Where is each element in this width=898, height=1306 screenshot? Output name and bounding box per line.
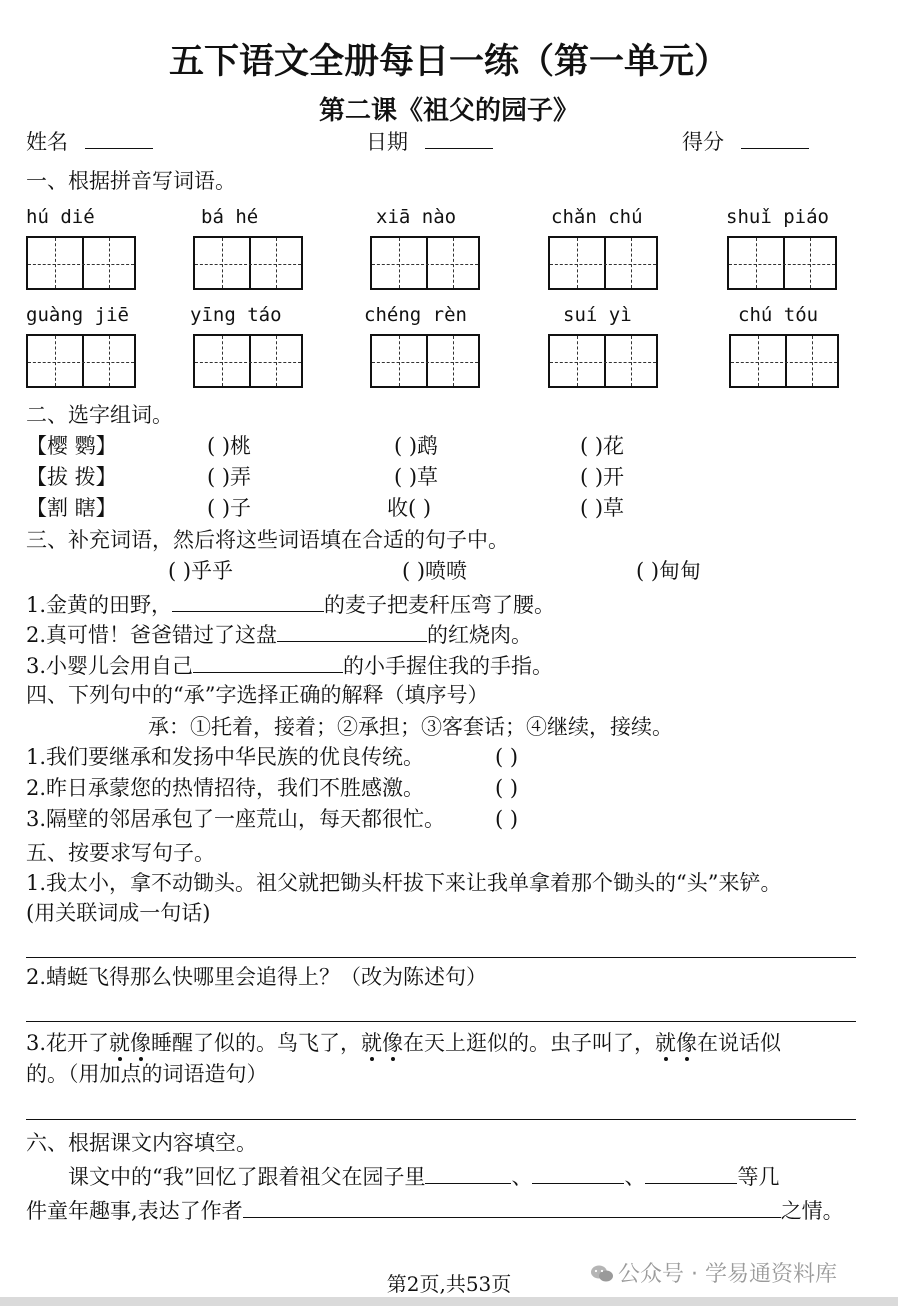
question-text: 的小手握住我的手指。 xyxy=(343,654,554,678)
question-text: 课文中的“我”回忆了跟着祖父在园子里 xyxy=(68,1165,426,1189)
question-text: 1.金黄的田野， xyxy=(26,593,173,617)
section3-heading: 三、补充词语，然后将这些词语填在合适的句子中。 xyxy=(26,528,509,552)
answer-blank[interactable] xyxy=(532,1165,624,1184)
answer-blank[interactable] xyxy=(172,593,324,612)
fill-word[interactable]: ( )草 xyxy=(394,465,439,489)
question-text: 2.真可惜！爸爸错过了这盘 xyxy=(26,623,278,647)
answer-paren[interactable]: ( ) xyxy=(495,776,519,800)
s5-question-1: 1.我太小，拿不动锄头。祖父就把锄头杆拔下来让我单拿着那个锄头的“头”来铲。 xyxy=(26,871,782,895)
s4-question-2: 2.昨日承蒙您的热情招待，我们不胜感激。 xyxy=(26,776,425,800)
fill-word[interactable]: ( )草 xyxy=(580,496,625,520)
s6-text-line1 xyxy=(68,1165,779,1188)
s5-question-2: 2.蜻蜓飞得那么快哪里会追得上？（改为陈述句） xyxy=(26,965,488,989)
s3-question-3 xyxy=(26,654,553,677)
separator: 、 xyxy=(624,1165,646,1189)
question-text: 在说话似 xyxy=(697,1031,782,1055)
question-text: 3.小婴儿会用自己 xyxy=(26,654,194,678)
section1-heading: 一、根据拼音写词语。 xyxy=(26,169,236,193)
separator: 、 xyxy=(511,1165,533,1189)
tianzige-box[interactable] xyxy=(26,236,136,290)
pinyin: guàng jiē xyxy=(26,304,129,326)
bottom-bar xyxy=(0,1297,898,1306)
fill-word[interactable]: ( )弄 xyxy=(207,465,252,489)
answer-line[interactable] xyxy=(26,957,856,958)
pinyin: yīng táo xyxy=(190,304,282,326)
fill-word[interactable]: 收( ) xyxy=(387,496,432,520)
pinyin: chéng rèn xyxy=(364,304,467,326)
fill-word[interactable]: ( )子 xyxy=(207,496,252,520)
section6-heading: 六、根据课文内容填空。 xyxy=(26,1131,257,1155)
score-label: 得分 xyxy=(682,130,724,154)
dotted-word: 就像 xyxy=(361,1031,404,1055)
pinyin: hú dié xyxy=(26,206,95,228)
char-pair: 【樱 鹦】 xyxy=(26,434,117,458)
section4-heading: 四、下列句中的“承”字选择正确的解释（填序号） xyxy=(26,683,489,707)
fill-word[interactable]: ( )开 xyxy=(580,465,625,489)
s4-question-1: 1.我们要继承和发扬中华民族的优良传统。 xyxy=(26,745,425,769)
answer-line[interactable] xyxy=(26,1021,856,1022)
s5-question-3-cont: 的。（用加点的词语造句） xyxy=(26,1062,268,1086)
question-text: 3.花开了 xyxy=(26,1031,110,1055)
fill-word[interactable]: ( )喷喷 xyxy=(402,559,468,583)
question-text: 件童年趣事,表达了作者 xyxy=(26,1199,243,1223)
name-label: 姓名 xyxy=(26,130,68,154)
char-pair: 【割 瞎】 xyxy=(26,496,117,520)
section2-heading: 二、选字组词。 xyxy=(26,403,173,427)
s5-question-3 xyxy=(26,1033,781,1054)
s6-text-line2 xyxy=(26,1199,844,1222)
tianzige-box[interactable] xyxy=(26,334,136,388)
question-text: 睡醒了似的。鸟飞了， xyxy=(151,1031,362,1055)
page-subtitle: 第二课《祖父的园子》 xyxy=(318,96,579,126)
answer-blank[interactable] xyxy=(277,623,427,642)
tianzige-box[interactable] xyxy=(548,236,658,290)
answer-blank[interactable] xyxy=(193,654,343,673)
question-text: 的麦子把麦秆压弯了腰。 xyxy=(324,593,556,617)
s5-requirement: (用关联词成一句话) xyxy=(26,901,211,925)
s4-question-3: 3.隔壁的邻居承包了一座荒山，每天都很忙。 xyxy=(26,807,446,831)
answer-paren[interactable]: ( ) xyxy=(495,807,519,831)
tianzige-box[interactable] xyxy=(729,334,839,388)
fill-word[interactable]: ( )乎乎 xyxy=(168,559,234,583)
tianzige-box[interactable] xyxy=(548,334,658,388)
pinyin: xiā nào xyxy=(376,206,457,228)
date-field[interactable] xyxy=(366,130,493,153)
section5-heading: 五、按要求写句子。 xyxy=(26,841,215,865)
dotted-word: 就像 xyxy=(109,1031,152,1055)
answer-line[interactable] xyxy=(26,1119,856,1120)
watermark-text: 公众号 · 学易通资料库 xyxy=(618,1262,837,1287)
tianzige-box[interactable] xyxy=(370,236,480,290)
page-number: 第2页,共53页 xyxy=(386,1272,512,1296)
pinyin: chǎn chú xyxy=(551,206,643,228)
answer-blank[interactable] xyxy=(243,1199,781,1218)
fill-word[interactable]: ( )桃 xyxy=(207,434,252,458)
fill-word[interactable]: ( )甸甸 xyxy=(636,559,702,583)
answer-blank[interactable] xyxy=(425,1165,511,1184)
tianzige-box[interactable] xyxy=(370,334,480,388)
char-pair: 【拔 拨】 xyxy=(26,465,117,489)
watermark xyxy=(590,1257,837,1288)
pinyin: chú tóu xyxy=(738,304,819,326)
pinyin: bá hé xyxy=(201,206,259,228)
pinyin: shuǐ piáo xyxy=(726,206,829,228)
tianzige-box[interactable] xyxy=(193,236,303,290)
name-field[interactable] xyxy=(26,130,153,153)
question-text: 的红烧肉。 xyxy=(427,623,533,647)
s3-question-1 xyxy=(26,593,555,616)
tianzige-box[interactable] xyxy=(193,334,303,388)
page-title: 五下语文全册每日一练（第一单元） xyxy=(168,42,729,82)
wechat-icon xyxy=(590,1264,614,1284)
fill-word[interactable]: ( )花 xyxy=(580,434,625,458)
dotted-word: 就像 xyxy=(655,1031,698,1055)
question-text: 等几 xyxy=(737,1165,780,1189)
pinyin: suí yì xyxy=(563,304,632,326)
s3-question-2 xyxy=(26,623,532,646)
date-label: 日期 xyxy=(366,130,408,154)
fill-word[interactable]: ( )鹉 xyxy=(394,434,439,458)
score-field[interactable] xyxy=(682,130,809,153)
meaning-list: 承：①托着，接着；②承担；③客套话；④继续，接续。 xyxy=(148,715,673,739)
question-text: 之情。 xyxy=(780,1199,844,1223)
answer-blank[interactable] xyxy=(645,1165,737,1184)
answer-paren[interactable]: ( ) xyxy=(495,745,519,769)
question-text: 在天上逛似的。虫子叫了， xyxy=(403,1031,656,1055)
tianzige-box[interactable] xyxy=(727,236,837,290)
